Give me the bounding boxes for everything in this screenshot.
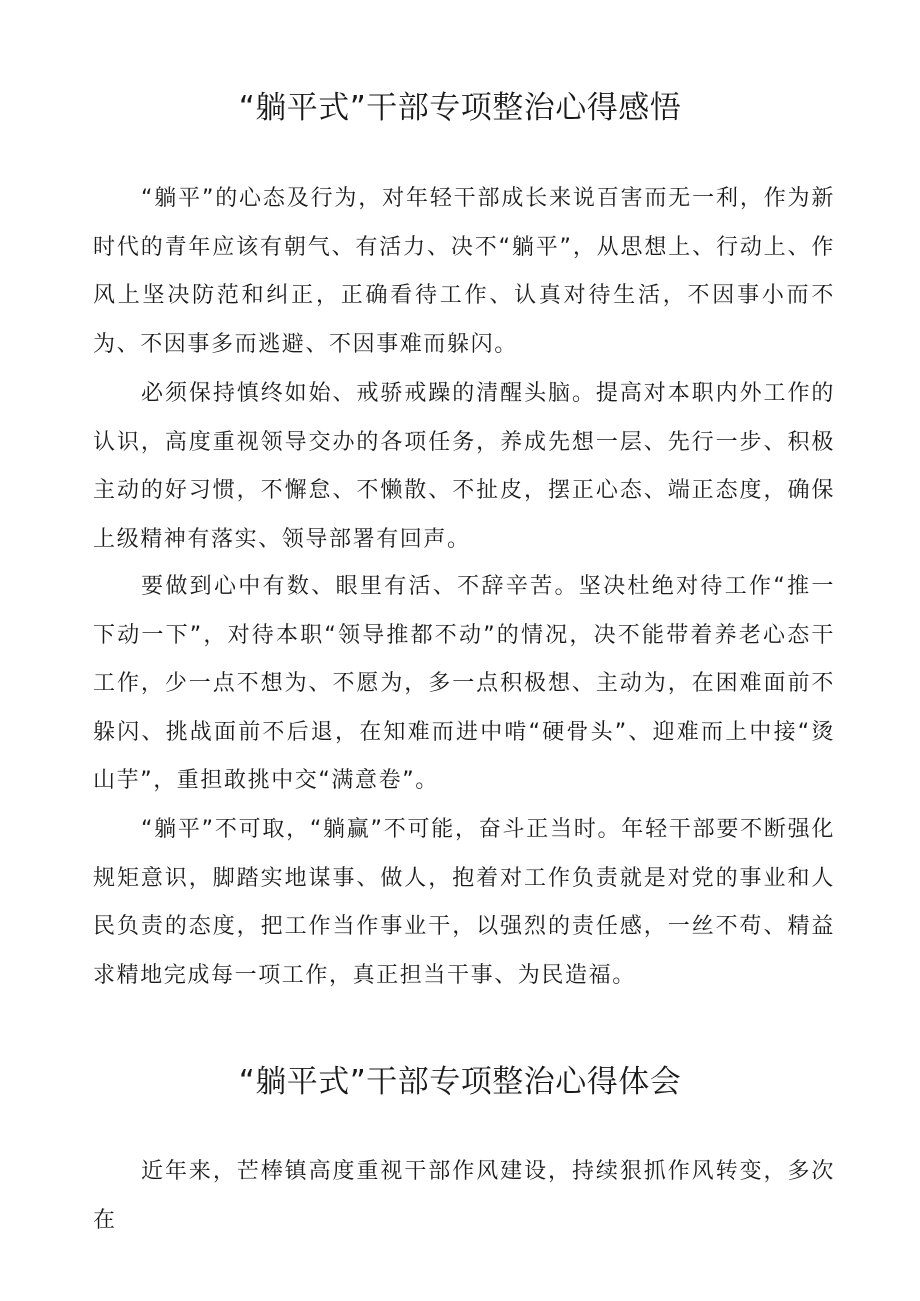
article-1-paragraph-3: 要做到心中有数、眼里有活、不辞辛苦。坚决杜绝对待工作“推一下动一下”，对待本职“领导推都不动”的情况，决不能带着养老心态干工作，少一点不想为、不愿为，多一点积极想、主动为，在困难面前不躲闪、挑战面前不后退，在知难而进中啃“硬骨头”、迎难而上中接“烫山芋”，重担敢挑中交“满意卷”。 <box>93 574 835 793</box>
article-1-title: “躺平式”干部专项整治心得感悟 <box>238 90 682 126</box>
article-2-title: “躺平式”干部专项整治心得体会 <box>238 1064 682 1100</box>
article-1-paragraph-2: 必须保持慎终如始、戒骄戒躁的清醒头脑。提高对本职内外工作的认识，高度重视领导交办的各项任务，养成先想一层、先行一步、积极主动的好习惯，不懈怠、不懒散、不扯皮，摆正心态、端正态度，确保上级精神有落实、领导部署有回声。 <box>93 381 835 552</box>
article-2-paragraph-1: 近年来，芒棒镇高度重视干部作风建设，持续狠抓作风转变，多次在 <box>93 1159 835 1233</box>
article-1-paragraph-4: “躺平”不可取，“躺赢”不可能，奋斗正当时。年轻干部要不断强化规矩意识，脚踏实地谋事、做人，抱着对工作负责就是对党的事业和人民负责的态度，把工作当作事业干，以强烈的责任感，一丝不苟、精益求精地完成每一项工作，真正担当干事、为民造福。 <box>93 817 835 988</box>
article-1-paragraph-1: “躺平”的心态及行为，对年轻干部成长来说百害而无一利，作为新时代的青年应该有朝气、有活力、决不“躺平”，从思想上、行动上、作风上坚决防范和纠正，正确看待工作、认真对待生活，不因事小而不为、不因事多而逃避、不因事难而躲闪。 <box>93 186 835 357</box>
